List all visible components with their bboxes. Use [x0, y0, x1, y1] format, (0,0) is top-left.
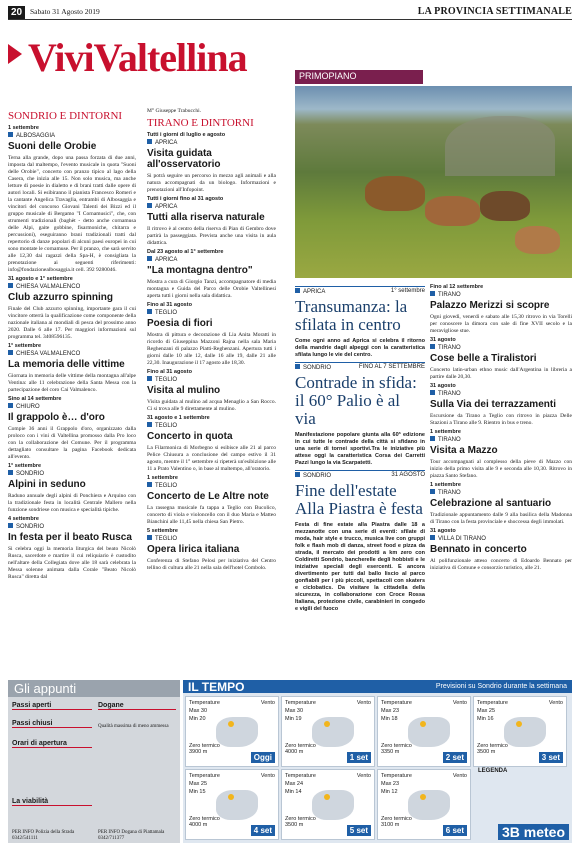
- province-map: [504, 717, 546, 747]
- sun-icon: [324, 721, 330, 727]
- event-title: Visita al mulino: [147, 385, 221, 396]
- event-title: Il grappolo è… d'oro: [8, 412, 105, 423]
- province-map: [408, 790, 450, 820]
- event-title: Suoni delle Orobie: [8, 141, 97, 152]
- weather-box: IL TEMPO Previsioni su Sondrio durante la settimana Temperature Vento Max 30 Min 20 Zero termico 3900 m Oggi Temperature Vento Max 30 Min 19 Zero termico 4000 m 1 set Temperature Vento Max 23 Min 18 Zero termico 3350 m 2 set Temperature Vento Max 25 Min 16 Zero termico 3500 m 3 set Temperature Vento Max 25 Min 15 Zero termico 4000 m 4 set Temperature Vento Max 24 Min 14 Zero termico 3500 m 5 set Temperature Vento Max 23 Min 12 Zero termico 3100 m 6 set LEGENDA 3B meteo: [183, 680, 572, 843]
- primo-piano-column: APRICA 1° settembre Transumanza: la sfilata in centro Come ogni anno ad Aprica si celebra il ritorno della mandrie dagli alpeggi con la caratteristica sfilata lungo le vie del centro. SONDRIO FINO AL 7 SETTEMBRE Contrade in sfida: il 60° Palio è al via Manifestazione popolare giunta alla 60ª edizione in cui tutte le contrade della città si sfidano in una serie di tornei sportivi.Tra le iniziative più attese oggi la caratteristica Corsa dei Carretti Pazzi lungo la via Scarpatetti. SONDRIO 31 AGOSTO Fine dell'estate Alla Piastra è festa Festa di fine estate alla Piastra dalle 18 a mezzanotte con una serie di eventi: sfilate di moda, hair style e trucco, musica live con gruppi folk e flash mob di danza, street food e pizza da strada, il mercato dei prodotti a km zero con Coldiretti Sondrio, bancherelle degli hobbisti e le iniziative speciali degli esercenti. E ancora divertimento per tutti dal ballo liscio al parco gonfiabili per i più piccoli, spettacoli con skaters e ciclobatics. Da visitare la cittadella della sicurezza, in collaborazione con Croce Rossa Italiana, protezione civile, carabinieri in congedo e vigili del fuoco: [295, 288, 425, 612]
- location-label: CHIURO: [8, 403, 136, 410]
- day-label: Oggi: [251, 752, 275, 763]
- location-label: TEGLIO: [147, 309, 276, 316]
- cow-figure: [480, 191, 530, 221]
- headline: Transumanza: la sfilata in centro: [295, 297, 408, 334]
- masthead: [8, 6, 572, 20]
- headline: Contrade in sfida: il 60° Palio è al via: [295, 373, 417, 428]
- location-label: TIRANO: [430, 489, 572, 496]
- location-label: ALBOSAGGIA: [8, 132, 136, 139]
- location-label: CHIESA VALMALENCO: [8, 350, 136, 357]
- sun-icon: [420, 721, 426, 727]
- location-label: TEGLIO: [147, 535, 276, 542]
- location-label: TEGLIO: [147, 376, 276, 383]
- event-title: Celebrazione al santuario: [430, 498, 552, 509]
- page-number: 20: [8, 6, 25, 19]
- primo-piano-label: PRIMOPIANO: [295, 70, 423, 84]
- cows-photo: [295, 86, 572, 278]
- event-title: Club azzurro spinning: [8, 292, 113, 303]
- weather-day-cell: Temperature Vento Max 23 Min 18 Zero termico 3350 m 2 set: [377, 696, 471, 767]
- event-title: Alpini in seduno: [8, 479, 86, 490]
- day-label: 3 set: [539, 752, 563, 763]
- location-label: SONDRIO: [8, 470, 136, 477]
- event-title: Poesia di fiori: [147, 318, 213, 329]
- location-label: TEGLIO: [147, 482, 276, 489]
- event-title: Cose belle a Tiralistori: [430, 353, 537, 364]
- province-map: [216, 790, 258, 820]
- location-label: APRICA: [147, 203, 276, 210]
- cow-figure: [425, 196, 480, 226]
- events-column-4: Fino al 12 settembre TIRANO Palazzo Merizzi si scopre Ogni giovedì, venerdì e sabato alle 15,30 ritrovo in via Torelli per conoscere la dimora con sale di fine XVII secolo e la meravigliose stue. 31 agosto TIRANO Cose belle a Tiralistori Concerto latin-urban ethno music dall'Argentina in libreria a partire dalle 20,30. 31 agosto TIRANO Sulla Via dei terrazzamenti Escursione da Tirano a Teglio con ritrovo in piazza Delle Stazioni a Tirano alle 9. Rientro in bus e treno. 1 settembre TIRANO Visita a Mazzo Tour accompagnati al complesso della pieve di Mazzo con inizio della primo visita alle 9 e seconda alle 10,30. Ritrovo in piazza Santo Stefano. 1 settembre TIRANO Celebrazione al santuario Tradizionale appuntamento dalle 9 alla basilica della Madonna di Tirano con la festa provinciale e shoccessa degli immolati. 31 agosto VILLA DI TIRANO Bennato in concerto Al polifunzionale atteso concerto di Edoardo Bennato per iniziativa di Comune e consorzio turistico, alle 21.: [430, 284, 572, 571]
- location-label: TEGLIO: [147, 422, 276, 429]
- location-label: CHIESA VALMALENCO: [8, 283, 136, 290]
- weather-day-cell: Temperature Vento Max 30 Min 20 Zero termico 3900 m Oggi: [185, 696, 279, 767]
- newspaper-name: LA PROVINCIA SETTIMANALE: [417, 6, 572, 17]
- arrow-icon: [8, 44, 22, 64]
- event-title: In festa per il beato Rusca: [8, 532, 132, 543]
- weather-day-cell: Temperature Vento Max 23 Min 12 Zero termico 3100 m 6 set: [377, 769, 471, 840]
- event-title: Opera lirica italiana: [147, 544, 240, 555]
- weather-title: IL TEMPO: [188, 679, 245, 694]
- sun-icon: [228, 794, 234, 800]
- bottom-strip: [8, 680, 572, 843]
- location-label: SONDRIO: [8, 523, 136, 530]
- 3bmeteo-logo: 3B meteo: [498, 824, 569, 840]
- sun-icon: [420, 794, 426, 800]
- event-title: Visita a Mazzo: [430, 445, 498, 456]
- weather-day-cell: Temperature Vento Max 24 Min 14 Zero termico 3500 m 5 set: [281, 769, 375, 840]
- province-map: [408, 717, 450, 747]
- region-header: SONDRIO E DINTORNI: [8, 110, 123, 122]
- sun-icon: [228, 721, 234, 727]
- day-label: 1 set: [347, 752, 371, 763]
- event-title: "La montagna dentro": [147, 265, 253, 276]
- event-title: Concerto de Le Altre note: [147, 491, 269, 502]
- location-label: VILLA DI TIRANO: [430, 535, 572, 542]
- appunti-box: Gli appunti Passi aperti Passi chiusi Orari di apertura La viabilità PER INFO Polizia della Strada 0342/541111 Dogane Qualità massima di meno ammessa PER INFO Dogana di Piattamala 0342/711377: [8, 680, 180, 843]
- location-label: APRICA: [147, 256, 276, 263]
- location-label: TIRANO: [430, 436, 572, 443]
- location-label: TIRANO: [430, 291, 572, 298]
- weather-day-cell: Temperature Vento Max 30 Min 19 Zero termico 4000 m 1 set: [281, 696, 375, 767]
- event-title: Concerto in quota: [147, 431, 233, 442]
- cow-figure: [515, 226, 560, 254]
- section-title: ViviValtellina: [8, 40, 288, 80]
- day-label: 6 set: [443, 825, 467, 836]
- region-header: TIRANO E DINTORNI: [147, 117, 254, 129]
- event-title: Visita guidata all'osservatorio: [147, 148, 221, 170]
- event-title: Bennato in concerto: [430, 544, 527, 555]
- issue-date: Sabato 31 Agosto 2019: [30, 7, 100, 16]
- province-map: [312, 717, 354, 747]
- events-column-2: M° Giuseppe Trabucchi. TIRANO E DINTORNI Tutti i giorni di luglio e agosto APRICA Visita guidata all'osservatorio Si potrà seguire un percorso in mezzo agli animali e alla natura accompagnati da un biologo. Informazioni e prenotazioni all'Infopoint. Tutti i giorni fino al 31 agosto APRICA Tutti alla riserva naturale Il ritrovo è al centro della riserva di Pian di Gembro dove partirà la passeggiata. Prevista anche una visita in aula didattica. Dal 23 agosto al 1° settembre APRICA "La montagna dentro" Mostra a cura di Giorgio Tanzi, accompagnatore di media montagna e Guida del Parco delle Orobie Valtellinesi aperta tutti i giorni nella sala didattica. Fino al 31 agosto TEGLIO Poesia di fiori Mostra di pittura e decorazione di Lia Anita Moratti in ricordo di Giuseppina Mazzoni Rajna nella sala Maria Reghenzani di palazzo Piatti-Reghenzani. Apertura tutti i giorni dalle 10 alle 12, dalle 16 alle 19, dalle 21 alle 22,30. Inaugurazione il 17 agosto alle 18,30. Fino al 31 agosto TEGLIO Visita al mulino Visita guidata al mulino ad acqua Menaglio a San Rocco. Ci si trova alle 9 direttamente al mulino. 31 agosto e 1 settembre TEGLIO Concerto in quota La Filarmonica di Morbegno si esibisce alle 21 al parco Pelice Chiusura a conclusione del campo estivo il 31 agosto, mentre il 1° settembre si ripeterà un'esibizione alle 11 a Prato Valentino o, in base al maltempo, all'oratorio. 1 settembre TEGLIO Concerto de Le Altre note La rassegna musicale fa tappa a Teglio con Bucolico, concerto di viola e violoncello con il duo Maria e Matteo Bianchini alle 11,45 nella chiesa San Pietro. 5 settembre TEGLIO Opera lirica italiana Conferenza di Stefano Pelosi per iniziativa del Centro tellino di cultura alle 21 nella sala dell'hotel Combolo.: [147, 108, 276, 571]
- province-map: [216, 717, 258, 747]
- event-title: Palazzo Merizzi si scopre: [430, 300, 550, 311]
- headline: Fine dell'estate Alla Piastra è festa: [295, 481, 423, 518]
- weather-day-cell: Temperature Vento Max 25 Min 16 Zero termico 3500 m 3 set: [473, 696, 567, 767]
- sun-icon: [324, 794, 330, 800]
- location-label: APRICA: [147, 139, 276, 146]
- location-label: TIRANO: [430, 390, 572, 397]
- legend-label: LEGENDA: [478, 768, 508, 774]
- village-area: [445, 116, 555, 176]
- appunti-title: Gli appunti: [8, 680, 180, 697]
- cow-figure: [365, 176, 425, 211]
- day-label: 2 set: [443, 752, 467, 763]
- events-column-1: SONDRIO E DINTORNI 1 settembre ALBOSAGGIA Suoni delle Orobie Terna alla grande, dopo una passa forzata di due anni, imposta dal maltempo, l'evento musicale in quota "Suoni delle Orobie", concerto con pranzo tipico al lago della Casera, che inizia alle 15. Non solo musica, ma anche letture di poesie in dialetto e di brani tratti dalle opere di autori locali. Si esibiranno il pianista Francesco Romeri e la cantante Angelica Travaglia, entrambi di Albosaggia e vincitori del concorso Giovani Talenti dei Bizzi ed il gruppo musicale di Bergamo "I Cornamusici", che, con strumenti tradizionali (baghèt - detto anche cornamusa delle Alpi, gaite gobbine, fisarmoniche, chitarra e percussioni), eseguiranno brani tradizionali tratti dal repertorio di danze popolari di alcuni paesi europei in cui sono montate le cornamuse. Per il pranzo, che sarà servito alle 12,30 dai ragazzi della Spa-H, è consigliata la prenotazione ai seguenti riferimenti: info@fondazionealbosaggia.it cell. 392 9280046. 31 agosto e 1° settembre CHIESA VALMALENCO Club azzurro spinning Finale del Club azzurro spinning, importante gara il cui vincitore otterrà la qualificazione come componente della nazionale italiana ai mondiali di pesca del prossimo anno 2020. Dalle 6 alle 17. Per maggiori informazioni sul programma tel. 3408596135. 1° settembre CHIESA VALMALENCO La memoria delle vittime Giornata in memoria delle vittime della montagna all'alpe Ventina: alle 11 celebrazione della Santa Messa con la partecipazione del coro Cai Valmalenco. Sino al 14 settembre CHIURO Il grappolo è… d'oro Compie 36 anni il Grappolo d'oro, organizzato dalla proloco con i vini di Valtellina promosso dalla Pro loco con la collaborazione del Comune. Per il programma dettagliato consultare la pagina Facebook dedicata all'evento. 1° settembre SONDRIO Alpini in seduno Raduno annuale degli alpini di Ponchiera e Arquino con la tradizionale festa in località Centrale Mallero nella funzione sondriese con musica e specialità tipiche. 4 settembre SONDRIO In festa per il beato Rusca Si celebra oggi la memoria liturgica del beato Nicolò Rusca, sacerdote e martire il cui reliquiario è custodito nell'altare della Collegiata dove alle 18 sarà celebrata la Messa solenne animata dalla Corale "Beato Nicolò Rusca" diretta dal: [8, 110, 136, 580]
- location-label: TIRANO: [430, 344, 572, 351]
- event-title: La memoria delle vittime: [8, 359, 125, 370]
- province-map: [312, 790, 354, 820]
- day-label: 5 set: [347, 825, 371, 836]
- event-title: Tutti alla riserva naturale: [147, 212, 265, 223]
- weather-day-cell: Temperature Vento Max 25 Min 15 Zero termico 4000 m 4 set: [185, 769, 279, 840]
- event-title: Sulla Via dei terrazzamenti: [430, 399, 556, 410]
- day-label: 4 set: [251, 825, 275, 836]
- sun-icon: [516, 721, 522, 727]
